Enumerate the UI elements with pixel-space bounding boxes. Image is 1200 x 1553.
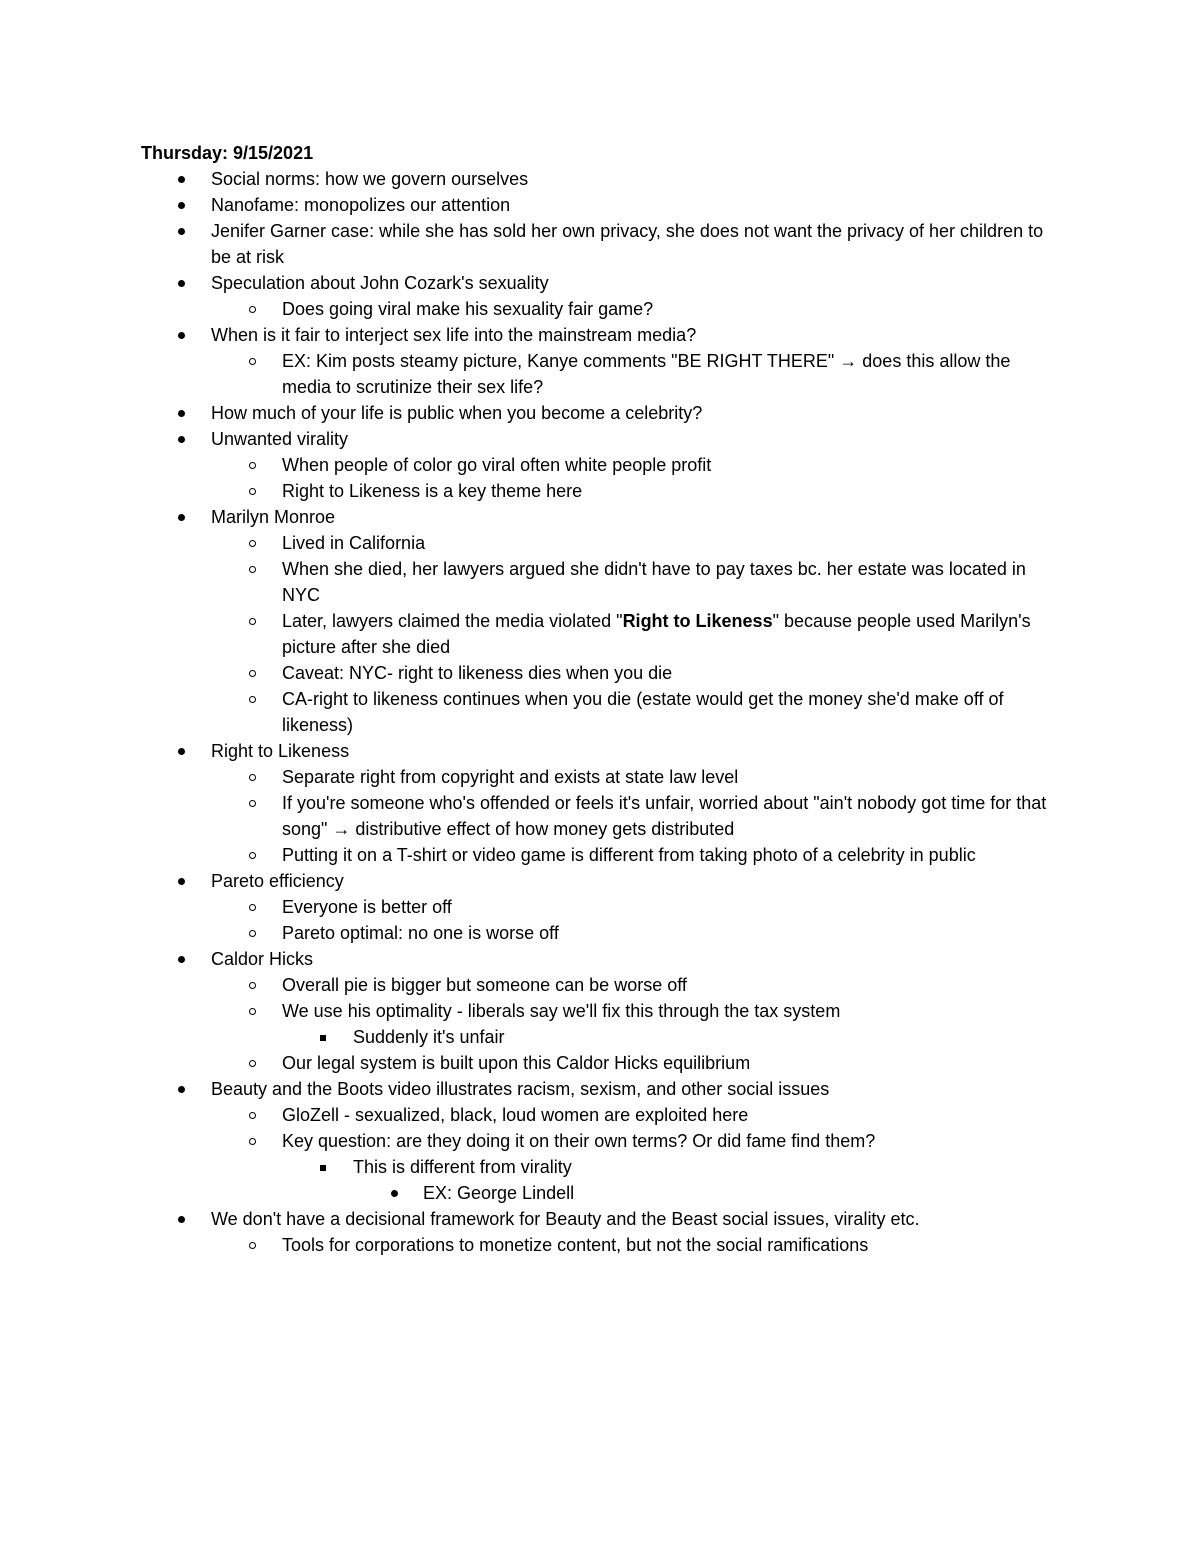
list-item [0,1102,1200,1128]
bullet-circle-icon [246,660,260,686]
list-item-text: Beauty and the Boots video illustrates racism, sexism, and other social issues [211,1079,830,1099]
bullet-circle-icon [246,764,260,790]
bullet-circle-icon [246,296,260,322]
list-item-text: How much of your life is public when you become a celebrity? [211,403,703,423]
list-item [0,478,1200,504]
list-item-text: Social norms: how we govern ourselves [211,169,529,189]
bullet-circle-icon [246,842,260,868]
list-item [0,270,1200,296]
list-item [0,1232,1200,1258]
bullet-circle-icon [246,686,260,712]
bullet-dot-icon [175,426,189,452]
list-item [0,686,1200,738]
list-item-text: Right to Likeness [211,741,350,761]
bullet-circle-icon [246,998,260,1024]
list-item-text: Marilyn Monroe [211,507,336,527]
list-item-text: Caldor Hicks [211,949,314,969]
list-item [0,1180,1200,1206]
list-item [0,660,1200,686]
list-item [0,946,1200,972]
list-item-bold-text: Right to Likeness [622,611,773,631]
bullet-circle-icon [246,1128,260,1154]
bullet-dot-icon [175,192,189,218]
list-item [0,868,1200,894]
list-item-text: Putting it on a T-shirt or video game is different from taking photo of a celebrity in public [282,845,976,865]
bullet-dot-icon [175,504,189,530]
list-item-text: Does going viral make his sexuality fair game? [282,299,654,319]
list-item-text: Right to Likeness is a key theme here [282,481,583,501]
list-item-text: EX: Kim posts steamy picture, Kanye comments "BE RIGHT THERE" → does this allow the media to scrutinize their sex life? [282,351,1011,397]
bullet-dot-icon [175,868,189,894]
bullet-dot-icon [175,1206,189,1232]
list-item [0,530,1200,556]
list-item-text: Lived in California [282,533,426,553]
bullet-dot-icon [175,1076,189,1102]
bullet-circle-icon [246,478,260,504]
bullet-dot-icon [175,400,189,426]
list-item-text: When is it fair to interject sex life into the mainstream media? [211,325,697,345]
list-item-text: Pareto optimal: no one is worse off [282,923,559,943]
list-item-text: Our legal system is built upon this Caldor Hicks equilibrium [282,1053,751,1073]
bullet-circle-icon [246,348,260,374]
list-item [0,556,1200,608]
list-item [0,218,1200,270]
list-item-text: CA-right to likeness continues when you die (estate would get the money she'd make off of likeness) [282,689,1004,735]
list-item [0,842,1200,868]
list-item-text: Overall pie is bigger but someone can be worse off [282,975,687,995]
list-item-text: Caveat: NYC- right to likeness dies when you die [282,663,673,683]
list-item-text: Everyone is better off [282,897,452,917]
list-item-text: Nanofame: monopolizes our attention [211,195,511,215]
bullet-dot-icon [175,946,189,972]
list-item [0,296,1200,322]
notes-list [0,166,1200,1258]
list-item [0,1050,1200,1076]
bullet-circle-icon [246,1102,260,1128]
list-item-text: Pareto efficiency [211,871,344,891]
list-item [0,322,1200,348]
list-item [0,426,1200,452]
list-item-text: GloZell - sexualized, black, loud women are exploited here [282,1105,749,1125]
bullet-square-icon [316,1154,330,1180]
list-item [0,738,1200,764]
bullet-circle-icon [246,790,260,816]
list-item [0,764,1200,790]
list-item-text: Separate right from copyright and exists at state law level [282,767,739,787]
list-item-text: Key question: are they doing it on their own terms? Or did fame find them? [282,1131,876,1151]
bullet-circle-icon [246,556,260,582]
list-item-text: Speculation about John Cozark's sexuality [211,273,549,293]
list-item-text [282,608,1062,660]
page-title: Thursday: 9/15/2021 [141,143,314,163]
list-item [0,1128,1200,1154]
list-item [0,894,1200,920]
list-item-text: If you're someone who's offended or feels it's unfair, worried about "ain't nobody got time for that song" → distributive effect of how money gets distributed [282,793,1047,839]
list-item [0,920,1200,946]
bullet-circle-icon [246,894,260,920]
list-item [0,348,1200,400]
list-item [0,1024,1200,1050]
list-item [0,790,1200,842]
list-item-text: Jenifer Garner case: while she has sold her own privacy, she does not want the privacy of her children to be at risk [211,221,1044,267]
list-item-text: When people of color go viral often white people profit [282,455,712,475]
bullet-dot-icon [175,322,189,348]
bullet-dot-icon [175,738,189,764]
list-item-text: Unwanted virality [211,429,349,449]
bullet-circle-icon [246,530,260,556]
bullet-dot-icon [175,218,189,244]
list-item [0,400,1200,426]
bullet-dot-icon [175,270,189,296]
list-item-text: This is different from virality [353,1157,572,1177]
list-item [0,1154,1200,1180]
bullet-circle-icon [246,608,260,634]
list-item [0,608,1200,660]
bullet-dot-icon [388,1180,402,1206]
list-item [0,452,1200,478]
bullet-circle-icon [246,452,260,478]
list-item [0,998,1200,1024]
list-item-text: EX: George Lindell [423,1183,575,1203]
list-item-text: Tools for corporations to monetize content, but not the social ramifications [282,1235,869,1255]
bullet-dot-icon [175,166,189,192]
list-item-text-segment: " because people used Marilyn's picture after she died [282,611,1031,657]
bullet-circle-icon [246,1050,260,1076]
list-item [0,972,1200,998]
list-item [0,166,1200,192]
list-item-text-segment: Later, lawyers claimed the media violated " [282,611,623,631]
list-item-text: We use his optimality - liberals say we'll fix this through the tax system [282,1001,841,1021]
bullet-square-icon [316,1024,330,1050]
list-item [0,504,1200,530]
bullet-circle-icon [246,972,260,998]
list-item-text: Suddenly it's unfair [353,1027,505,1047]
list-item-text: When she died, her lawyers argued she didn't have to pay taxes bc. her estate was located in NYC [282,559,1026,605]
list-item [0,1076,1200,1102]
list-item [0,192,1200,218]
list-item [0,1206,1200,1232]
bullet-circle-icon [246,1232,260,1258]
bullet-circle-icon [246,920,260,946]
list-item-text: We don't have a decisional framework for Beauty and the Beast social issues, virality etc. [211,1209,920,1229]
